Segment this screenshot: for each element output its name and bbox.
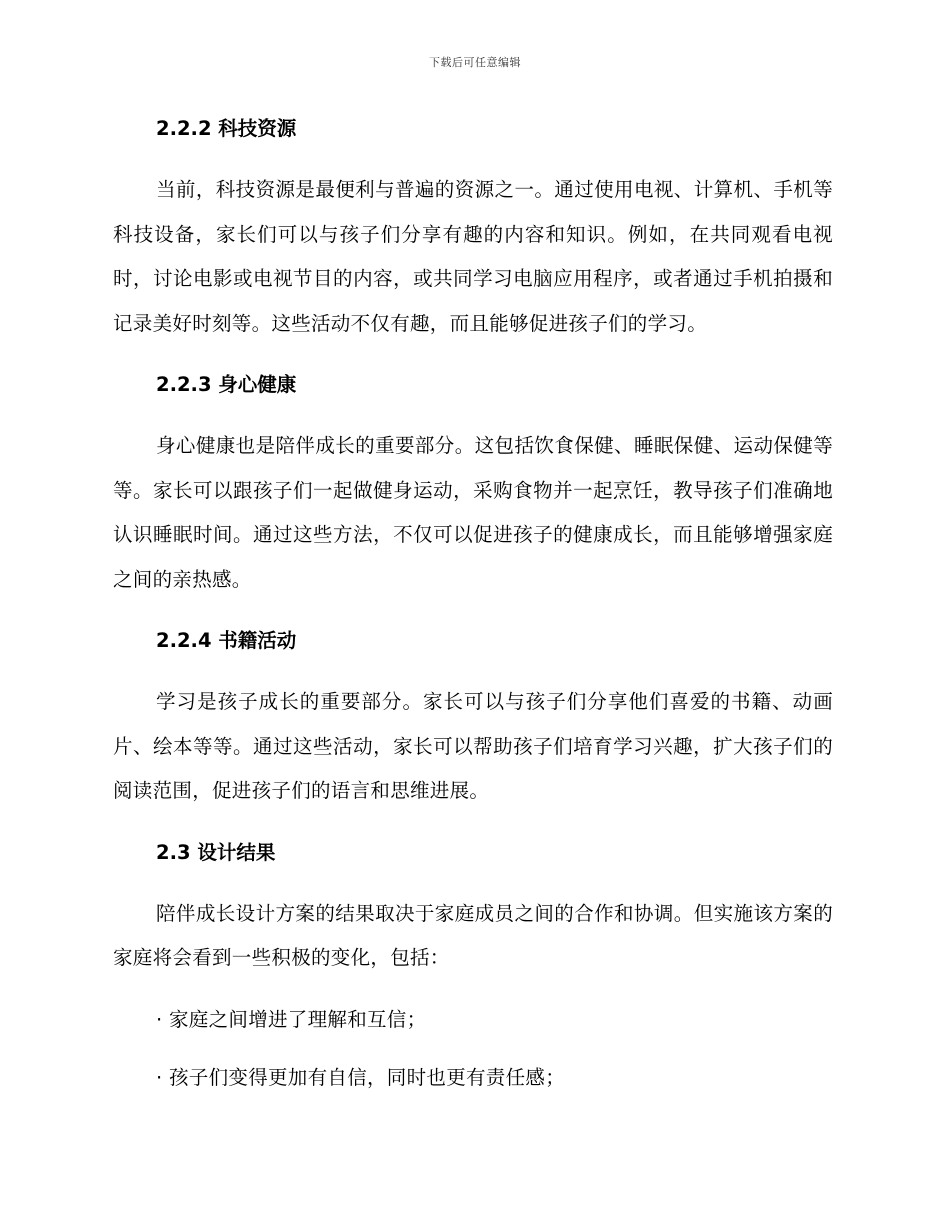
section-heading-2-2-3: 2.2.3 身心健康 — [156, 373, 297, 396]
bullet-item: · 孩子们变得更加有自信，同时也更有责任感； — [156, 1065, 565, 1089]
section-heading-2-2-4: 2.2.4 书籍活动 — [156, 629, 297, 652]
section-paragraph-2-3: 陪伴成长设计方案的结果取决于家庭成员之间的合作和协调。但实施该方案的家庭将会看到一些积极的变化，包括： — [113, 901, 833, 969]
document-body — [113, 112, 833, 1119]
section-paragraph-2-2-2: 当前，科技资源是最便利与普遍的资源之一。通过使用电视、计算机、手机等科技设备，家长们可以与孩子们分享有趣的内容和知识。例如，在共同观看电视时，讨论电影或电视节目的内容，或共同学习电脑应用程序，或者通过手机拍摄和记录美好时刻等。这些活动不仅有趣，而且能够促进孩子们的学习。 — [113, 178, 833, 335]
section-paragraph-2-2-3: 身心健康也是陪伴成长的重要部分。这包括饮食保健、睡眠保健、运动保健等等。家长可以跟孩子们一起做健身运动，采购食物并一起烹饪，教导孩子们准确地认识睡眠时间。通过这些方法，不仅可以促进孩子的健康成长，而且能够增强家庭之间的亲热感。 — [113, 434, 833, 591]
section-paragraph-2-2-4: 学习是孩子成长的重要部分。家长可以与孩子们分享他们喜爱的书籍、动画片、绘本等等。通过这些活动，家长可以帮助孩子们培育学习兴趣，扩大孩子们的阅读范围，促进孩子们的语言和思维进展。 — [113, 690, 833, 802]
header-note: 下载后可任意编辑 — [429, 56, 521, 69]
section-heading-2-2-2: 2.2.2 科技资源 — [156, 117, 297, 140]
bullet-item: · 家庭之间增进了理解和互信； — [156, 1007, 427, 1031]
section-heading-2-3: 2.3 设计结果 — [156, 840, 276, 864]
